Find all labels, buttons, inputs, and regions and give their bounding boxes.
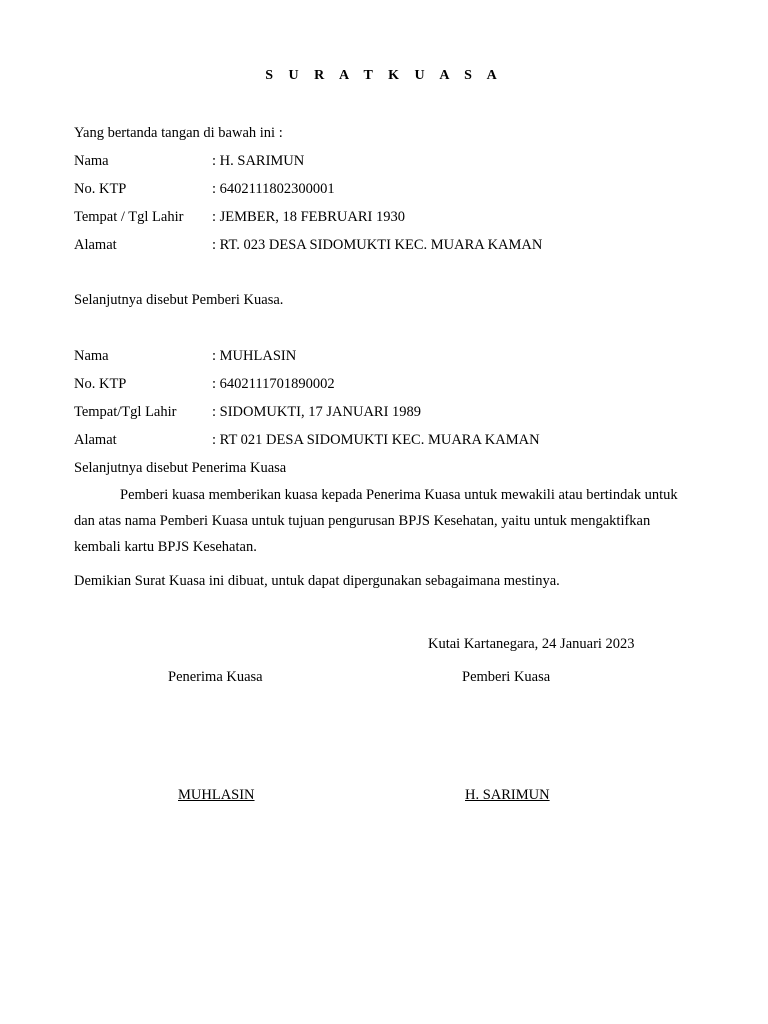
- document-title: S U R A T K U A S A: [265, 68, 503, 83]
- pemberi-value-ktp: : 6402111802300001: [212, 181, 335, 197]
- penerima-row-ttl: [74, 403, 694, 421]
- body-paragraph: Pemberi kuasa memberikan kuasa kepada Penerima Kuasa untuk mewakili atau bertindak untuk dan atas nama Pemberi Kuasa untuk tujuan pengurusan BPJS Kesehatan, yaitu untuk mengaktifkan kembali kartu BPJS Kesehatan.: [74, 487, 678, 555]
- intro-text: Yang bertanda tangan di bawah ini :: [74, 125, 283, 141]
- pemberi-value-ttl: : JEMBER, 18 FEBRUARI 1930: [212, 209, 405, 225]
- penerima-row-ktp: [74, 375, 694, 393]
- penerima-label-alamat: Alamat: [74, 432, 117, 448]
- signature-name-pemberi: H. SARIMUN: [465, 787, 550, 803]
- signature-name-penerima: MUHLASIN: [178, 787, 255, 803]
- pemberi-label-alamat: Alamat: [74, 237, 117, 253]
- penerima-row-nama: [74, 347, 694, 365]
- closing-text: Demikian Surat Kuasa ini dibuat, untuk dapat dipergunakan sebagaimana mestinya.: [74, 573, 560, 589]
- pemberi-value-nama: : H. SARIMUN: [212, 153, 305, 169]
- pemberi-row-alamat: [74, 236, 694, 254]
- pemberi-row-ktp: [74, 180, 694, 198]
- pemberi-row-nama: [74, 152, 694, 170]
- pemberi-row-ttl: [74, 208, 694, 226]
- penerima-value-ktp: : 6402111701890002: [212, 376, 335, 392]
- penerima-label-nama: Nama: [74, 348, 109, 364]
- penerima-label-ktp: No. KTP: [74, 376, 127, 392]
- penerima-value-alamat: : RT 021 DESA SIDOMUKTI KEC. MUARA KAMAN: [212, 432, 540, 448]
- pemberi-label-ktp: No. KTP: [74, 181, 127, 197]
- penerima-label-ttl: Tempat/Tgl Lahir: [74, 404, 177, 420]
- pemberi-label-ttl: Tempat / Tgl Lahir: [74, 209, 184, 225]
- place-date: Kutai Kartanegara, 24 Januari 2023: [428, 636, 635, 652]
- penerima-note: Selanjutnya disebut Penerima Kuasa: [74, 460, 287, 476]
- penerima-value-nama: : MUHLASIN: [212, 348, 297, 364]
- pemberi-note: Selanjutnya disebut Pemberi Kuasa.: [74, 292, 284, 308]
- penerima-row-alamat: [74, 431, 694, 449]
- signature-role-pemberi: Pemberi Kuasa: [462, 669, 551, 685]
- pemberi-label-nama: Nama: [74, 153, 109, 169]
- pemberi-value-alamat: : RT. 023 DESA SIDOMUKTI KEC. MUARA KAMAN: [212, 237, 543, 253]
- signature-role-penerima: Penerima Kuasa: [168, 669, 263, 685]
- penerima-value-ttl: : SIDOMUKTI, 17 JANUARI 1989: [212, 404, 422, 420]
